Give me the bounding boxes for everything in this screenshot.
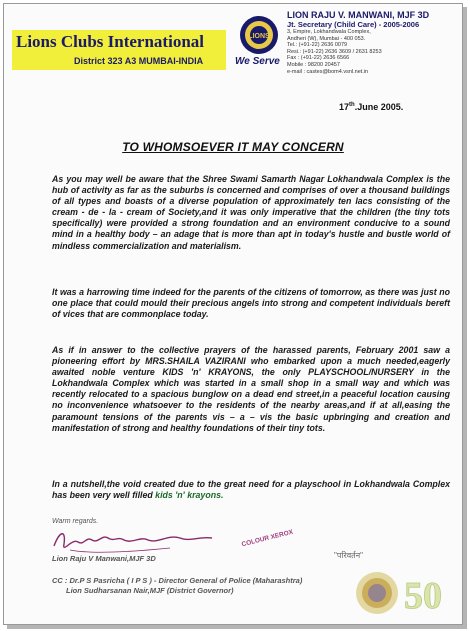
org-name: Lions Clubs International: [16, 32, 204, 51]
cc-block: [52, 576, 352, 595]
date-suffix: th: [349, 102, 355, 108]
letter-heading: TO WHOMSOEVER IT MAY CONCERN: [122, 140, 344, 154]
signer-name: Lion Raju V Manwani,MJF 3D: [52, 554, 156, 563]
brand-highlight: kids 'n' krayons.: [155, 490, 224, 501]
anniversary-50-icon: [400, 564, 446, 618]
date-day: 17: [339, 102, 350, 112]
address-line: Mobile : 98200 20457: [287, 61, 340, 68]
sender-block: [287, 10, 463, 75]
stamp: COLOUR XEROX: [240, 528, 294, 549]
address-line: Fax : (+91-22) 2636 6566: [287, 55, 350, 62]
closing-regards: Warm regards.: [52, 518, 99, 525]
district-line: District 323 A3 MUMBAI-INDIA: [74, 56, 204, 66]
cc-line: Lion Sudharsanan Nair,MJF (District Governor): [66, 585, 234, 595]
address-line: 3, Empire, Lokhandwala Complex,: [287, 29, 371, 35]
hindi-mark: "परिवर्तन": [334, 551, 364, 560]
paragraph-4: [52, 479, 450, 501]
lions-emblem-bottom-icon: [354, 570, 400, 616]
paragraph-1: As you may well be aware that the Shree Swami Samarth Nagar Lokhandwala Complex is the hub of activity as far as the suburbs is concerned and comprises of over a thousand buildings of all types and boasts of a diverse population of approximately ten lacs consisting of the cream - de - la - cream of Society,and it was only imperative that the children (the tiny tots specifically) were provided a strong foundation and an environment conducive to a sound mind in a healthy body – an adage that is more than apt in today's hustle and bustle world of mindless commercialization and materialism.: [52, 174, 450, 251]
motto: We Serve: [235, 56, 280, 67]
paragraph-4-text: In a nutshell,the void created due to the great need for a playschool in Lokhandwala Complex has been very well filled: [52, 479, 450, 501]
cc-line: CC : Dr.P S Pasricha ( I P S ) - Director General of Police (Maharashtra): [52, 576, 303, 585]
anniversary-number: 50: [404, 575, 442, 617]
emblem-label: LIONS: [248, 33, 270, 40]
lions-emblem-icon: [238, 14, 280, 56]
sender-name: LION RAJU V. MANWANI, MJF 3D: [287, 10, 430, 20]
address-line: Resi.: (+91-22) 2636 3609 / 2631 8253: [287, 48, 382, 55]
address-line: Andheri (W), Mumbai - 400 053.: [287, 35, 366, 42]
sender-role: Jt. Secretary (Child Care) - 2005-2006: [287, 20, 420, 29]
paragraph-3: As if in answer to the collective prayers of the harassed parents, February 2001 saw a pioneering effort by MRS.SHAILA VAZIRANI who embarked upon a much needed,eagerly awaited noble venture KIDS 'n' KRAYONS, the only PLAYSCHOOL/NURSERY in the Lokhandwala Complex which was started in a small shop in a small way and which was recently relocated to a spacious bunglow on a dead end street,in a peaceful location causing no inconvenience whatsoever to the residents of the nearby areas,and if at all,easing the paramount tensions of the parents vis – a – vis the basic upbringing and creation and manifestation of strong and healthy foundations of their tiny tots.: [52, 345, 450, 433]
letter-page: [3, 3, 463, 625]
signature-icon: [50, 524, 220, 558]
address-line: e-mail : castes@bom4.vsnl.net.in: [287, 68, 369, 75]
paragraph-2: It was a harrowing time indeed for the parents of the citizens of tomorrow, as there was just no one place that could mould their precious angels into strong and competent individuals bereft of vices that are commonplace today.: [52, 287, 450, 320]
letter-date: [339, 102, 403, 112]
address-line: Tel.: (+91-22) 2636 0079: [287, 42, 348, 49]
date-rest: .June 2005.: [354, 102, 404, 112]
